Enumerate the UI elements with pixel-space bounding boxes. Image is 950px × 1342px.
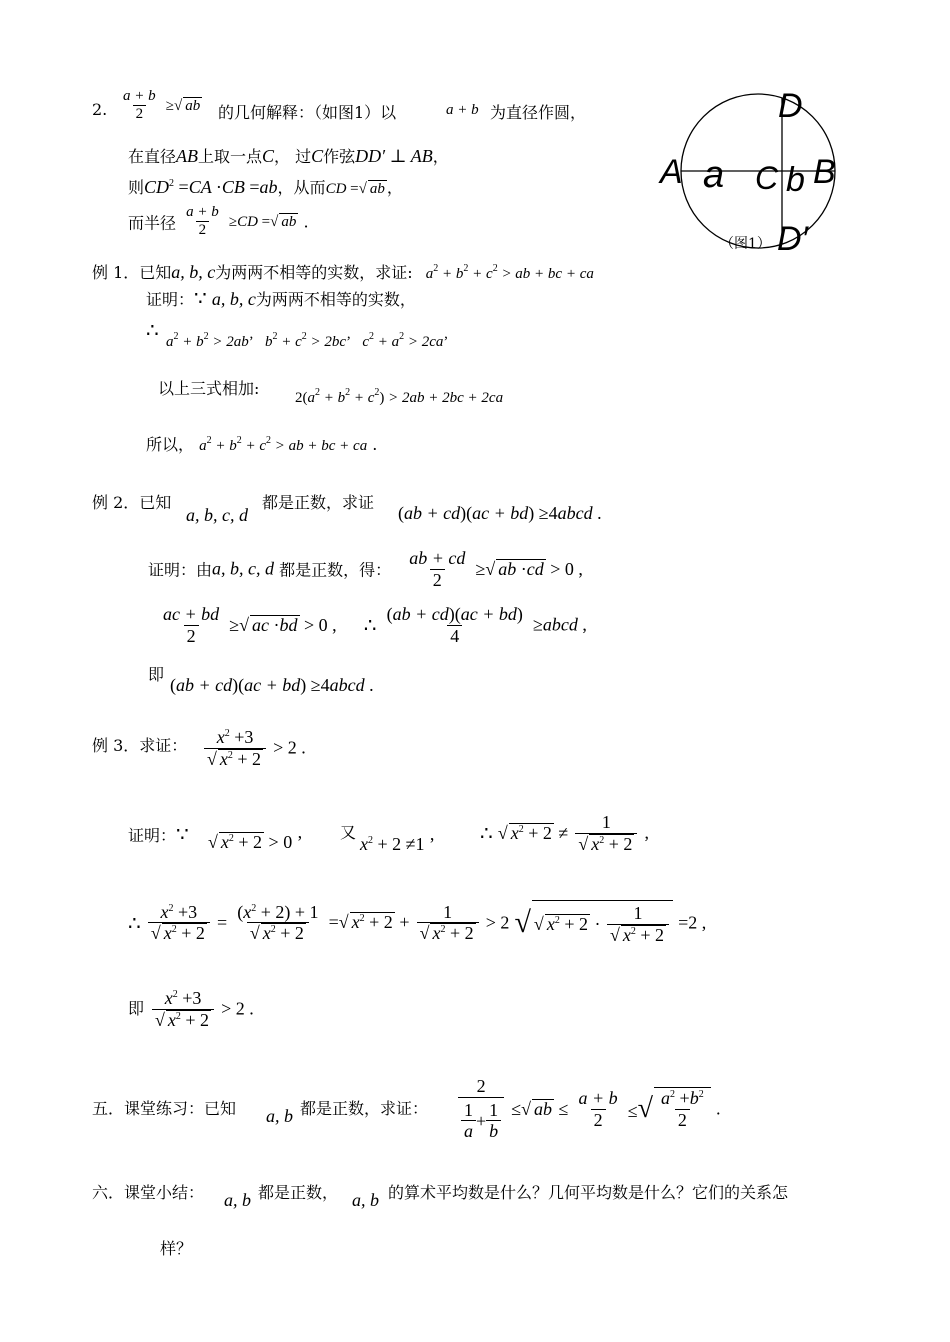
ex1-sum-label: 以上三式相加: [158, 379, 260, 398]
label-a-point: A [660, 153, 683, 191]
ex1-proof-line1: 证明：∵ a, b, c为两两不相等的实数， [146, 286, 416, 310]
label-b-length: b [786, 161, 805, 199]
label-d: D [778, 87, 803, 125]
ex3-conclusion: $\frac{x^2 +3}{√ x^2 + 2}$ > 2 . [150, 988, 254, 1030]
label-d-prime: D′ [777, 220, 808, 258]
ex2-ji-label: 即 [148, 665, 165, 684]
sec2-formula-amgm: $\frac{a + b}{2}$ ≥√ ab [123, 88, 201, 123]
sec2-diameter-expr: a + b [446, 102, 479, 118]
practice-vars: a, b [266, 1106, 293, 1126]
practice-heading: 五．课堂练习：已知 [92, 1099, 237, 1118]
sec2-title: 的几何解释：（如图1）以 [218, 103, 397, 122]
label-a-length: a [703, 154, 725, 196]
ex1-heading: 例 1．已知a, b, c为两两不相等的实数，求证: $a^2 + b^2 + c^2$ > ab + bc + ca [92, 262, 594, 282]
label-c: C [755, 160, 779, 196]
ex3-step2: $x^2 + 2 \ne 1$ ’ [360, 834, 436, 854]
sec2-line4: 而半径 $\frac{a + b}{2}$ ≥CD =√ ab . [128, 204, 309, 239]
ex1-conclusion: 所以， $a^2 + b^2 + c^2$ > ab + bc + ca . [146, 435, 378, 454]
summary-vars-2: a, b [352, 1190, 379, 1210]
ex3-you-label: 又 [340, 823, 357, 842]
summary-line2: 样？ [160, 1239, 193, 1258]
label-b-point: B [813, 153, 836, 191]
summary-tail: 的算术平均数是什么？几何平均数是什么？它们的关系怎 [388, 1183, 789, 1202]
ex2-proof-line2: $\frac{ac + bd}{2}$ ≥√ ac ·bd > 0 , ∴ $\frac{(ab + cd)(ac + bd)}{4}$ ≥abcd , [163, 604, 587, 646]
sec2-title-2: 为直径作圆， [490, 103, 587, 122]
ex3-step1: √ $x^2 + 2 > 0$ ’ [208, 832, 303, 852]
ex2-claim: (ab + cd)(ac + bd) ≥4abcd . [398, 503, 602, 523]
figure-caption: （图1） [720, 236, 771, 252]
summary-heading: 六．课堂小结： [92, 1183, 205, 1202]
ex2-heading-2: 都是正数，求证 [262, 493, 375, 512]
summary-mid: 都是正数， [258, 1183, 339, 1202]
ex2-conclusion: (ab + cd)(ac + bd) ≥4abcd . [170, 675, 374, 695]
summary-vars-1: a, b [224, 1190, 251, 1210]
ex3-ji-label: 即 [128, 999, 145, 1018]
ex3-chain: ∴ $\frac{x^2 +3}{√ x^2 + 2}$ = $\frac{(x^2 + 2) + 1}{√ x^2 + 2}$ =√ $x^2 + 2$ + $\frac{1}{√ x^2 + 2}$ > 2 √ √ $x^2 + 2$ · $\frac{1}{√ x^2 + 2}$ =2 , [128, 901, 707, 945]
ex1-three-inequalities: $a^2 + b^2 > 2ab$’ $b^2 + c^2 > 2bc$’ $c^2 + a^2 > 2ca$’ [166, 331, 449, 350]
ex3-claim: $\frac{x^2 +3}{√ x^2 + 2}$ > 2 . [202, 727, 306, 769]
ex1-therefore-sign: ∴ [146, 318, 159, 342]
figure-circle-diagram [655, 85, 855, 260]
practice-heading-2: 都是正数，求证： [300, 1099, 429, 1118]
ex3-step3: ∴ √ $x^2 + 2$ ≠ $\frac{1}{√ x^2 + 2}$ , [480, 812, 649, 854]
ex3-proof-label: 证明：∵ [128, 822, 189, 846]
ex1-sum-inequality: $2(a^2 + b^2 + c^2) > 2ab + 2bc + 2ca$ [295, 387, 504, 406]
sec2-line2: 在直径AB上取一点C， 过C作弦DD′ ⊥ AB， [128, 146, 449, 166]
sec2-line3: 则$CD^2 =CA \cdot CB =ab$，从而CD =√ ab ， [128, 177, 403, 197]
ex2-heading: 例 2．已知 [92, 493, 172, 512]
ex2-proof-line1: 证明：由a, b, c, d 都是正数，得： $\frac{ab + cd}{2}$ ≥√ ab ·cd > 0 , [148, 548, 583, 590]
sec2-number: 2. [92, 100, 108, 119]
ex2-vars: a, b, c, d [186, 505, 248, 525]
practice-claim: 2 $\frac{1}{a}$ + $\frac{1}{b}$ ≤√ ab ≤ $\frac{a + b}{2}$ ≤√ $\frac{a^2 +b^2}{2}$ . [456, 1076, 721, 1142]
ex3-heading: 例 3．求证： [92, 736, 188, 755]
